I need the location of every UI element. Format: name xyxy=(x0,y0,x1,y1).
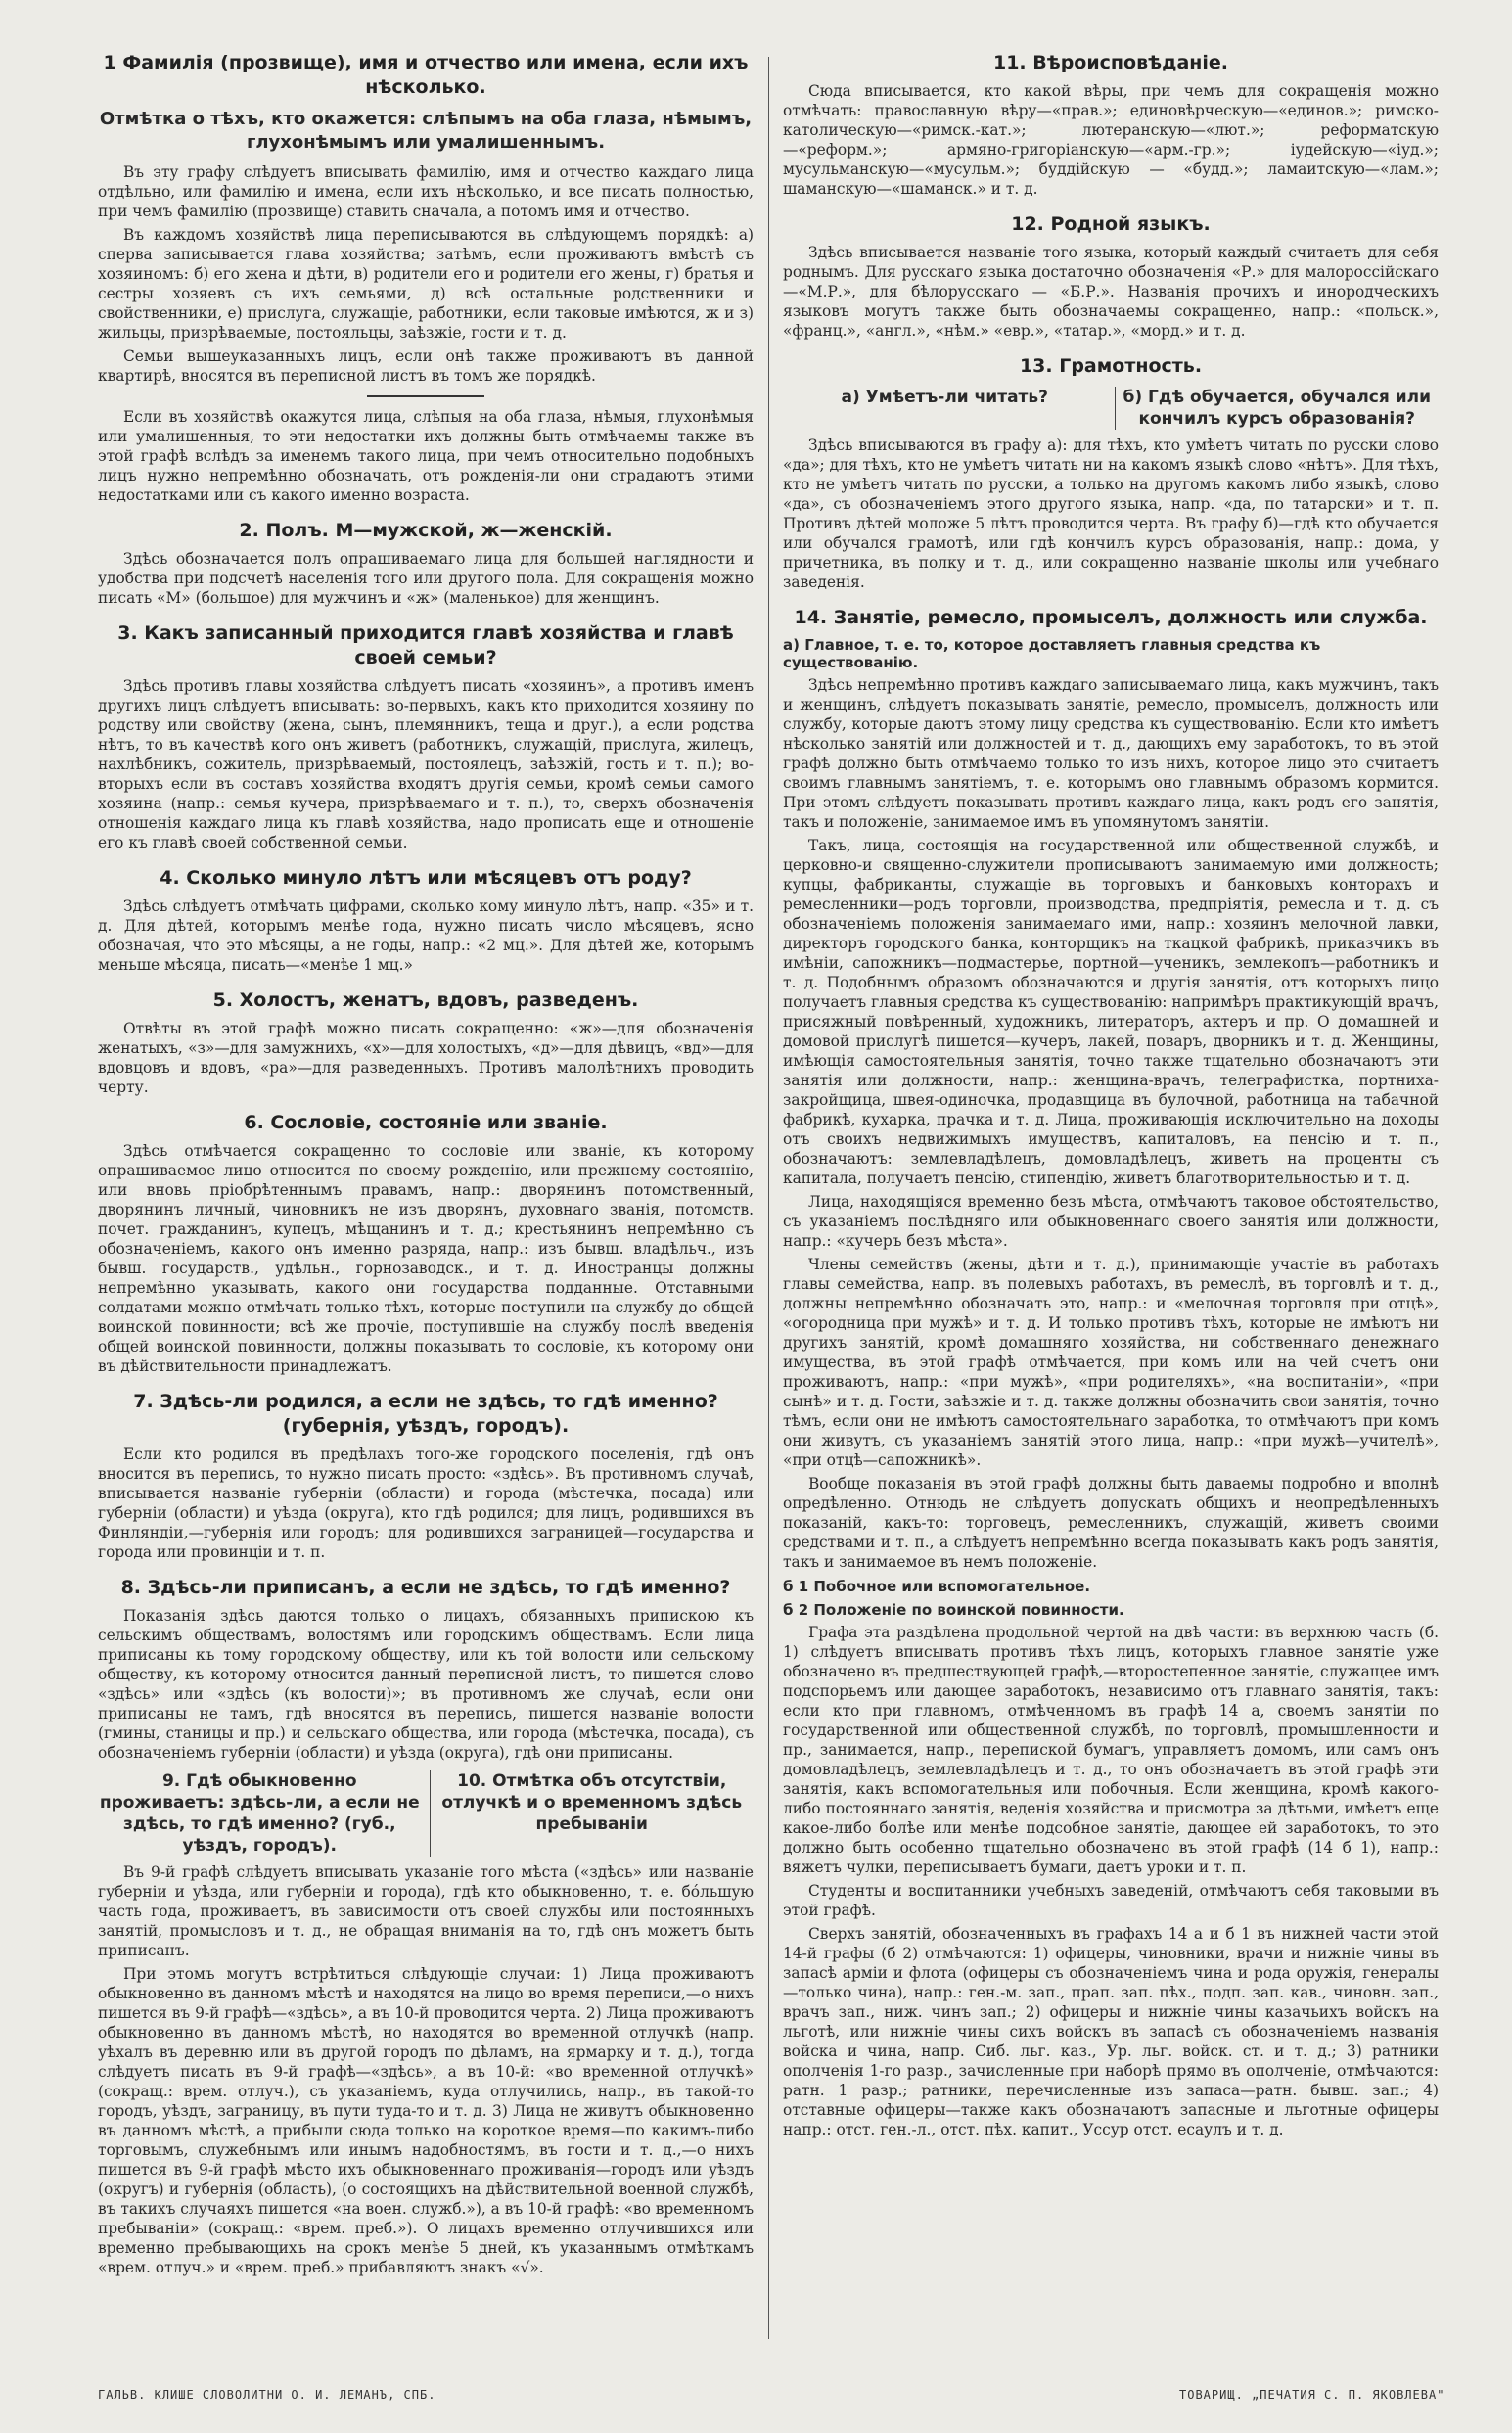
section-13-title: 13. Грамотность. xyxy=(1019,355,1203,377)
section-14-a-subtitle: а) Главное, т. е. то, которое доставляетъ главныя средства къ существованію. xyxy=(783,636,1321,671)
section-13-a-title: а) Умѣетъ-ли читать? xyxy=(841,388,1049,407)
section-8-title: 8. Здѣсь-ли приписанъ, а если не здѣсь, то гдѣ именно? xyxy=(120,1577,731,1598)
sections-9-10-header xyxy=(98,1770,754,1857)
printer-credit-left: ГАЛЬВ. КЛИШЕ СЛОВОЛИТНИ О. И. ЛЕМАНЪ, СПБ. xyxy=(98,2388,436,2402)
section-14-title: 14. Занятіе, ремесло, промыселъ, должность или служба. xyxy=(794,607,1428,628)
separator-rule xyxy=(367,395,484,397)
section-8-paragraph: Показанія здѣсь даются только о лицахъ, обязанныхъ припискою къ сельскимъ обществамъ, волостямъ или городскимъ обществамъ. Если лица приписаны къ тому городскому обществу, или къ той волости или сельскому обществу, къ которому относится данный переписной листъ, то пишется слово «здѣсь» или «здѣсь (къ волости)»; въ противномъ же случаѣ, если они приписаны не тамъ, гдѣ вносятся въ перепись, пишется названіе волости (гмины, станицы и пр.) и сельскаго общества, или города (мѣстечка, посада), съ обозначеніемъ губерніи (области) и уѣзда (округа), гдѣ они приписаны. xyxy=(98,1607,754,1762)
section-1-title: 1 Фамилія (прозвище), имя и отчество или имена, если ихъ нѣсколько. xyxy=(103,52,749,98)
section-1-paragraph: Въ каждомъ хозяйствѣ лица переписываются въ слѣдующемъ порядкѣ: а) сперва записывается глава хозяйства; затѣмъ, если проживаютъ вмѣстѣ съ хозяиномъ: б) его жена и дѣти, в) родители его и родители его жены, г) братья и сестры хозяевъ съ ихъ семьями, д) всѣ остальные родственники и свойственники, е) прислуга, служащіе, работники, если таковые имѣются, ж и з) жильцы, призрѣваемые, постояльцы, заѣзжіе, гости и т. д. xyxy=(98,226,754,342)
section-1-paragraph: Семьи вышеуказанныхъ лицъ, если онѣ также проживаютъ въ данной квартирѣ, вносятся въ переписной листъ въ томъ же порядкѣ. xyxy=(98,347,754,385)
section-1-note: Отмѣтка о тѣхъ, кто окажется: слѣпымъ на оба глаза, нѣмымъ, глухонѣмымъ или умалишеннымъ. xyxy=(99,109,753,153)
section-14-paragraph: Такъ, лица, состоящія на государственной или общественной службѣ, и церковно-и священно-служители прописываютъ занимаемую ими должность; купцы, фабриканты, служащіе въ торговыхъ и банковыхъ конторахъ и ремесленники—родъ торговли, производства, предпріятія, ремесла и т. д. съ обозначеніемъ положенія занимаемаго ими, напр.: хозяинъ мелочной лавки, директоръ городского банка, конторщикъ на ткацкой фабрикѣ, приказчикъ въ имѣніи, сапожникъ—подмастерье, портной—ученикъ, землекопъ—работникъ и т. д. Подобнымъ образомъ обозначаются и другія занятія, отъ которыхъ лицо получаетъ главныя средства къ существованію: напримѣръ практикующій врачъ, присяжный повѣренный, художникъ, литераторъ, актеръ и пр. О домашней и домовой прислугѣ пишется—кучеръ, лакей, поваръ, дворникъ и т. д. Женщины, имѣющія самостоятельныя занятія, точно также тщательно обозначаютъ эти занятія или должности, напр.: женщина-врачъ, телеграфистка, портниха-закройщица, швея-одиночка, продавщица въ булочной, работница на табачной фабрикѣ, кухарка, прачка и т. д. Лица, проживающія исключительно на доходы отъ своихъ недвижимыхъ имуществъ, капиталовъ, на пенсію и т. п., обозначаютъ: землевладѣлецъ, домовладѣлецъ, живетъ на проценты съ капитала, получаетъ пенсію, стипендію, живетъ благотворительностью и т. д. xyxy=(783,837,1439,1187)
section-11-paragraph: Сюда вписывается, кто какой вѣры, при чемъ для сокращенія можно отмѣчать: православную вѣру—«прав.»; единовѣрческую—«единов.»; римско-католическую—«римск.-кат.»; лютеранскую—«лют.»; реформатскую—«реформ.»; армяно-григоріанскую—«арм.-гр.»; іудейскую—«іуд.»; мусульманскую—«мусульм.»; буддійскую — «будд.»; ламаитскую—«лам.»; шаманскую—«шаманск.» и т. д. xyxy=(783,82,1439,198)
section-9-title: 9. Гдѣ обыкновенно проживаетъ: здѣсь-ли, а если не здѣсь, то гдѣ именно? (губ., уѣздъ, городъ). xyxy=(99,1771,420,1856)
section-4-paragraph: Здѣсь слѣдуетъ отмѣчать цифрами, сколько кому минуло лѣтъ, напр. «35» и т. д. Для дѣтей, которымъ менѣе года, нужно писать число мѣсяцевъ, ясно обозначая, что это мѣсяцы, а не годы, напр.: «2 мц.». Для дѣтей же, которымъ меньше мѣсяца, писать—«менѣе 1 мц.» xyxy=(98,897,754,974)
section-2-title: 2. Полъ. М—мужской, ж—женскій. xyxy=(239,520,613,541)
section-14-paragraph: Вообще показанія въ этой графѣ должны быть даваемы подробно и вполнѣ опредѣленно. Отнюдь не слѣдуетъ допускать общихъ и неопредѣленныхъ показаній, какъ-то: торговецъ, ремесленникъ, служащій, живетъ своими средствами и т. п., а слѣдуетъ непремѣнно всегда показывать какъ родъ занятія, такъ и занимаемое въ немъ положеніе. xyxy=(783,1475,1439,1571)
section-2-paragraph: Здѣсь обозначается полъ опрашиваемаго лица для большей наглядности и удобства при подсчетѣ населенія того или другого пола. Для сокращенія можно писать «М» (большое) для мужчинъ и «ж» (маленькое) для женщинъ. xyxy=(98,550,754,607)
section-14-paragraph: Сверхъ занятій, обозначенныхъ въ графахъ 14 а и б 1 въ нижней части этой 14-й графы (б 2) отмѣчаются: 1) офицеры, чиновники, врачи и нижніе чины въ запасѣ арміи и флота (офицеры съ обозначеніемъ чина и рода оружія, генералы—только чина), напр.: ген.-м. зап., прап. зап. пѣх., подп. зап. кав., чиновн. зап., врачъ зап., ниж. чинъ зап.; 2) офицеры и нижніе чины казачьихъ войскъ на льготѣ, или нижніе чины сихъ войскъ въ запасѣ съ обозначеніемъ названія войска и чина, напр. Сиб. льг. каз., Ур. льг. войск. ст. и т. д.; 3) ратники ополченія 1-го разр., зачисленные при наборѣ прямо въ ополченіе, отмѣчаются: ратн. 1 разр.; ратники, перечисленные изъ запаса—ратн. бывш. зап.; 4) отставные офицеры—также какъ обозначаютъ запасные и льготные офицеры напр.: отст. ген.-л., отст. пѣх. капит., Уссур отст. есаулъ и т. д. xyxy=(783,1925,1439,2138)
printer-credit-right: ТОВАРИЩ. „ПЕЧАТИЯ С. П. ЯКОВЛЕВА" xyxy=(1179,2388,1445,2402)
section-13-paragraph: Здѣсь вписываются въ графу а): для тѣхъ, кто умѣетъ читать по русски слово «да»; для тѣхъ, кто не умѣетъ читать ни на какомъ языкѣ слово «нѣтъ». Для тѣхъ, кто не умѣетъ читать по русски, а только на другомъ какомъ либо языкѣ, слово «да», съ обозначеніемъ этого другого языка, напр. «да, по татарски» и т. п. Противъ дѣтей моложе 5 лѣтъ проводится черта. Въ графу б)—гдѣ кто обучается или обучался грамотѣ, или гдѣ кончилъ курсъ образованія, напр.: дома, у причетника, въ полку и т. д., или сокращенно названіе школы или учебнаго заведенія. xyxy=(783,436,1439,591)
section-14-b2-subtitle: б 2 Положеніе по воинской повинности. xyxy=(783,1601,1124,1619)
section-11-title: 11. Вѣроисповѣданіе. xyxy=(992,52,1229,73)
section-3-title: 3. Какъ записанный приходится главѣ хозяйства и главѣ своей семьи? xyxy=(117,622,734,668)
section-6-title: 6. Сословіе, состояніе или званіе. xyxy=(244,1112,608,1133)
section-5-title: 5. Холостъ, женатъ, вдовъ, разведенъ. xyxy=(212,989,639,1011)
section-4-title: 4. Сколько минуло лѣтъ или мѣсяцевъ отъ роду? xyxy=(160,867,692,889)
section-14-paragraph: Студенты и воспитанники учебныхъ заведеній, отмѣчаютъ себя таковыми въ этой графѣ. xyxy=(783,1882,1439,1919)
section-14-paragraph: Лица, находящіяся временно безъ мѣста, отмѣчаютъ таковое обстоятельство, съ указаніемъ послѣдняго или обыкновеннаго своего занятія или должности, напр.: «кучеръ безъ мѣста». xyxy=(783,1193,1439,1250)
section-14-paragraph: Члены семействъ (жены, дѣти и т. д.), принимающіе участіе въ работахъ главы семейства, напр. въ полевыхъ работахъ, въ ремеслѣ, въ торговлѣ и т. д., должны непремѣнно обозначать это, напр.: и «мелочная торговля при отцѣ», «огородница при мужѣ» и т. д. И только противъ тѣхъ, которые не имѣютъ ни другихъ занятій, кромѣ домашняго хозяйства, ни собственнаго денежнаго имущества, въ этой графѣ отмѣчается, при комъ или на чей счетъ они проживаютъ, напр.: «при мужѣ», «при родителяхъ», «на воспитаніи», «при сынѣ» и т. д. Гости, заѣзжіе и т. д. также должны обозначить свои занятія, точно тѣмъ, если они не имѣютъ самостоятельнаго заработка, то отмѣчаютъ при комъ они живутъ, съ указаніемъ занятій этого лица, напр.: «при мужѣ—учителѣ», «при отцѣ—сапожникѣ». xyxy=(783,1256,1439,1469)
section-14-paragraph: Графа эта раздѣлена продольной чертой на двѣ части: въ верхнюю часть (б. 1) слѣдуетъ вписывать противъ тѣхъ лицъ, которыхъ главное занятіе уже обозначено въ предшествующей графѣ,—второстепенное занятіе, служащее имъ подспорьемъ или дающее заработокъ, независимо отъ главнаго занятія, такъ: если кто при главномъ, отмѣченномъ въ графѣ 14 а, своемъ занятіи по государственной или общественной службѣ, по торговлѣ, промышленности и пр., занимается, напр., перепиской бумагъ, управляетъ домомъ, или самъ онъ домовладѣлецъ, землевладѣлецъ и т. д., то онъ обозначаетъ въ этой графѣ эти занятія, какъ вспомогательныя или побочныя. Если женщина, кромѣ какого-либо постояннаго занятія, веденія хозяйства и присмотра за дѣтьми, имѣетъ еще какое-либо болѣе или менѣе подсобное занятіе, дающее ей заработокъ, то это должно быть особенно тщательно обозначено въ этой графѣ (14 б 1), напр.: вяжетъ чулки, переписываетъ бумаги, даетъ уроки и т. п. xyxy=(783,1624,1439,1876)
section-14-b1-subtitle: б 1 Побочное или вспомогательное. xyxy=(783,1578,1091,1595)
section-1-paragraph: Если въ хозяйствѣ окажутся лица, слѣпыя на оба глаза, нѣмыя, глухонѣмыя или умалишенныя, то эти недостатки ихъ должны быть отмѣчаемы также въ этой графѣ вслѣдъ за именемъ такого лица, при чемъ относительно подобныхъ лицъ нужно непремѣнно обозначать, отъ рожденія-ли они страдаютъ этими недостатками или съ какого именно возраста. xyxy=(98,408,754,504)
section-12-paragraph: Здѣсь вписывается названіе того языка, который каждый считаетъ для себя роднымъ. Для русскаго языка достаточно обозначенія «Р.» для малороссійскаго—«М.Р.», для бѣлорусскаго — «Б.Р.». Названія прочихъ и инородческихъ языковъ могутъ также быть обозначаемы сокращенно, напр.: «польск.», «франц.», «англ.», «нѣм.» «евр.», «татар.», «морд.» и т. д. xyxy=(783,244,1439,340)
section-9-paragraph: Въ 9-й графѣ слѣдуетъ вписывать указаніе того мѣста («здѣсь» или названіе губерніи и уѣзда, или губерніи и города), гдѣ кто обыкновенно, т. е. бо́льшую часть года, проживаетъ, въ зависимости отъ своей службы или постоянныхъ занятій, промысловъ и т. д., не обращая вниманія на то, гдѣ онъ можетъ быть приписанъ. xyxy=(98,1863,754,1959)
section-7-title: 7. Здѣсь-ли родился, а если не здѣсь, то гдѣ именно? (губернія, уѣздъ, городъ). xyxy=(133,1391,718,1437)
section-9-paragraph: При этомъ могутъ встрѣтиться слѣдующіе случаи: 1) Лица проживаютъ обыкновенно въ данномъ мѣстѣ и находятся на лицо во время переписи,—о нихъ пишется въ 9-й графѣ—«здѣсь», а въ 10-й проводится черта. 2) Лица проживаютъ обыкновенно въ данномъ мѣстѣ, но находятся во временной отлучкѣ (напр. уѣхалъ въ деревню или въ другой городъ по дѣламъ, на ярмарку и т. д.), тогда слѣдуетъ писать въ 9-й графѣ—«здѣсь», а въ 10-й: «во временной отлучкѣ» (сокращ.: врем. отлуч.), съ указаніемъ, куда отлучились, напр., въ такой-то городъ, уѣздъ, заграницу, въ пути туда-то и т. д. 3) Лица не живутъ обыкновенно въ данномъ мѣстѣ, а прибыли сюда только на короткое время—по какимъ-либо торговымъ, служебнымъ или инымъ надобностямъ, въ гости и т. д.,—о нихъ пишется въ 9-й графѣ мѣсто ихъ обыкновеннаго проживанія—городъ или уѣздъ (округъ) и губернія (область), (о состоящихъ на дѣйствительной военной службѣ, въ такихъ случаяхъ пишется «на воен. служб.»), а въ 10-й графѣ: «во временномъ пребываніи» (сокращ.: «врем. преб.»). О лицахъ временно отлучившихся или временно пребывающихъ на срокъ менѣе 5 дней, къ указаннымъ отмѣткамъ «врем. отлуч.» и «врем. преб.» прибавляютъ знакъ «√». xyxy=(98,1965,754,2276)
section-7-paragraph: Если кто родился въ предѣлахъ того-же городского поселенія, гдѣ онъ вносится въ перепись, то нужно писать просто: «здѣсь». Въ противномъ случаѣ, вписывается названіе губерніи (области) и города (мѣстечка, посада) или губерніи (области) и уѣзда (округа), кто гдѣ родился; для лицъ, родившихся въ Финляндіи,—губернія или городъ; для родившихся заграницей—государства и города или провинціи и т. п. xyxy=(98,1446,754,1561)
section-10-title: 10. Отмѣтка объ отсутствіи, отлучкѣ и о временномъ здѣсь пребываніи xyxy=(430,1770,755,1857)
section-13-subheads xyxy=(783,387,1439,430)
section-3-paragraph: Здѣсь противъ главы хозяйства слѣдуетъ писать «хозяинъ», а противъ именъ другихъ лицъ слѣдуетъ вписывать: во-первыхъ, какъ кто приходится хозяину по родству или свойству (жена, сынъ, племянникъ, теща и друг.), а если родства нѣтъ, то въ качествѣ кого онъ живетъ (работникъ, служащій, прислуга, жилецъ, нахлѣбникъ, сожитель, призрѣваемый, постоялецъ, заѣзжій, гость и т. п.); во-вторыхъ если въ составъ хозяйства входятъ другія семьи, кромѣ семьи самого хозяина (напр.: семья кучера, призрѣваемаго и т. п.), то, сверхъ обозначенія отношенія каждаго лица къ главѣ хозяйства, надо прописать еще и отношеніе его къ главѣ своей собственной семьи. xyxy=(98,677,754,851)
section-13-b-title: б) Гдѣ обучается, обучался или кончилъ курсъ образованія? xyxy=(1115,387,1440,430)
column-divider xyxy=(768,57,769,2339)
right-column xyxy=(783,51,1439,2351)
left-column xyxy=(98,51,754,2351)
section-12-title: 12. Родной языкъ. xyxy=(1011,213,1211,235)
section-1-paragraph: Въ эту графу слѣдуетъ вписывать фамилію, имя и отчество каждаго лица отдѣльно, или фамилію и имена, если ихъ нѣсколько, и все писать полностью, при чемъ фамилію (прозвище) ставить сначала, а потомъ имя и отчество. xyxy=(98,163,754,220)
section-5-paragraph: Отвѣты въ этой графѣ можно писать сокращенно: «ж»—для обозначенія женатыхъ, «з»—для замужнихъ, «х»—для холостыхъ, «д»—для дѣвицъ, «вд»—для вдовцовъ и вдовъ, «ра»—для разведенныхъ. Противъ малолѣтнихъ проводить черту. xyxy=(98,1020,754,1096)
section-6-paragraph: Здѣсь отмѣчается сокращенно то сословіе или званіе, къ которому опрашиваемое лицо относится по своему рожденію, или прежнему состоянію, или вновь пріобрѣтеннымъ правамъ, напр.: дворянинъ потомственный, дворянинъ личный, чиновникъ не изъ дворянъ, духовнаго званія, потомств. почет. гражданинъ, купецъ, мѣщанинъ и т. д.; крестьянинъ непремѣнно съ обозначеніемъ, какого онъ именно разряда, напр.: изъ бывш. владѣльч., изъ бывш. государств., удѣльн., горнозаводск., и т. д. Иностранцы должны непремѣнно указывать, какого они государства подданные. Отставными солдатами можно отмѣчать только тѣхъ, которые поступили на службу до общей воинской повинности; всѣ же прочіе, поступившіе на службу послѣ введенія общей воинской повинности, должны показывать то сословіе, къ которому они въ дѣйствительности принадлежатъ. xyxy=(98,1142,754,1375)
section-14-paragraph: Здѣсь непремѣнно противъ каждаго записываемаго лица, какъ мужчинъ, такъ и женщинъ, слѣдуетъ показывать занятіе, ремесло, промыселъ, должность или службу, которые даютъ этому лицу средства къ существованію. Если кто имѣетъ нѣсколько занятій или должностей и т. д., дающихъ ему заработокъ, то въ этой графѣ должно быть отмѣчаемо только то изъ нихъ, которое лицо это считаетъ своимъ главнымъ занятіемъ, т. е. которымъ оно главнымъ образомъ кормится. При этомъ слѣдуетъ показывать противъ каждаго лица, какъ родъ его занятія, такъ и положеніе, занимаемое имъ въ упомянутомъ занятіи. xyxy=(783,676,1439,831)
